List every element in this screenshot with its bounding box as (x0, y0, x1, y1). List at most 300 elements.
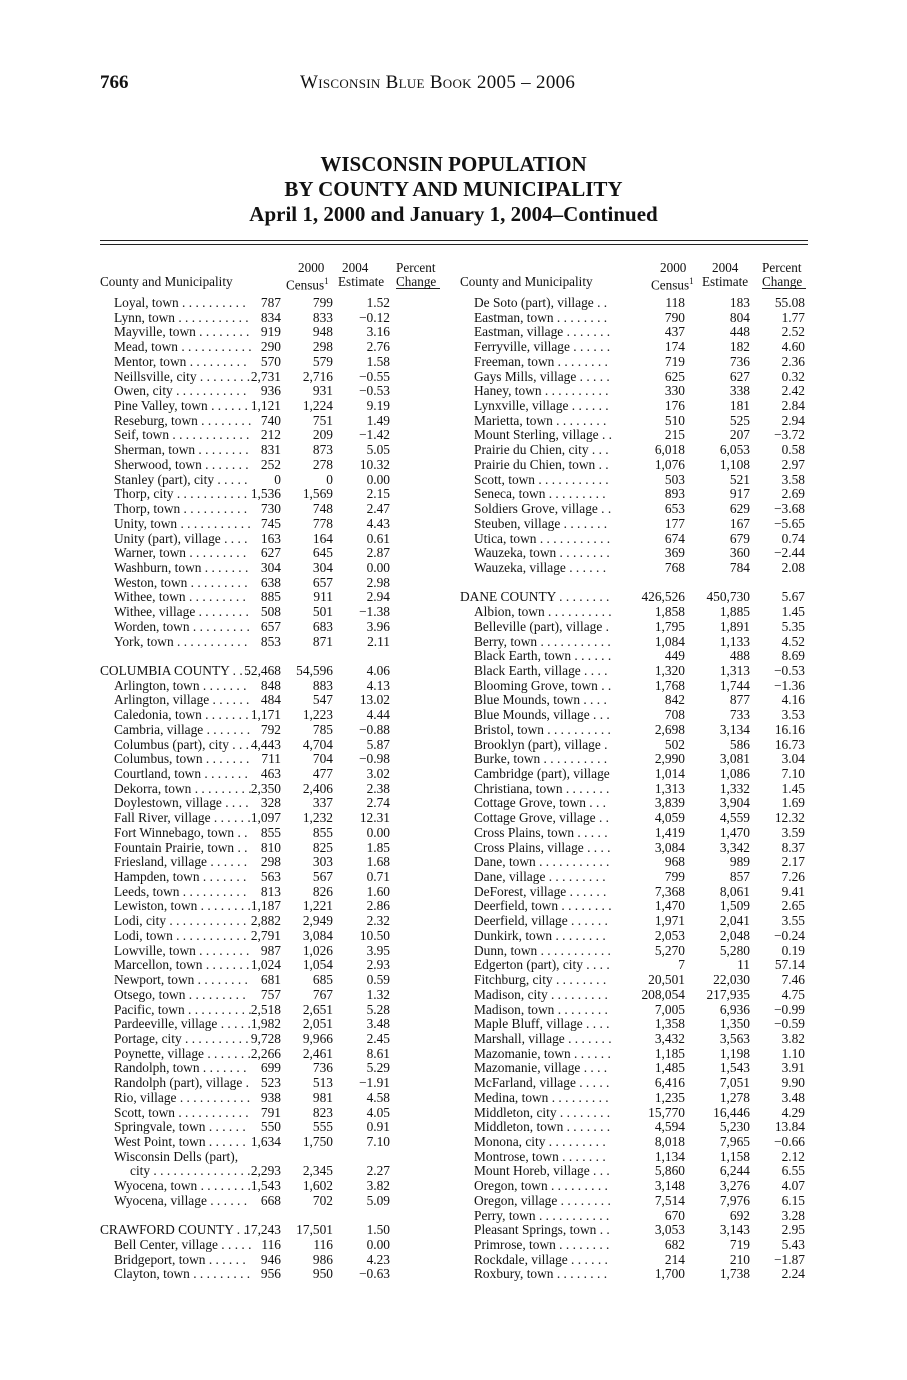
percent-change-value: −0.63 (359, 1266, 390, 1282)
table-row (100, 1120, 440, 1135)
percent-change-value: −0.24 (774, 927, 805, 943)
census-2000-value: 1,097 (250, 810, 281, 826)
census-2000-value: 4,443 (250, 736, 281, 752)
census-2000-value: 2,731 (250, 368, 281, 384)
estimate-2004-value: 7,965 (719, 1133, 750, 1149)
estimate-2004-value: 679 (729, 530, 750, 546)
estimate-2004-value: 182 (729, 339, 750, 355)
percent-change-value: −5.65 (774, 515, 805, 531)
census-2000-value: 6,018 (654, 442, 685, 458)
census-2000-value: 52,468 (244, 662, 281, 678)
municipality-name: Arlington, village . . . . . . (114, 693, 250, 708)
municipality-name: Prairie du Chien, city . . . (474, 443, 609, 458)
estimate-2004-value: 2,345 (302, 1163, 333, 1179)
census-2000-value: 369 (664, 545, 685, 561)
estimate-year-header: 2004 (342, 260, 369, 275)
census-2000-value: 657 (260, 618, 281, 634)
municipality-name: Cross Plains, town . . . . . (474, 825, 608, 840)
census-2000-value: 1,634 (250, 1133, 281, 1149)
census-2000-value: 799 (664, 869, 685, 885)
municipality-name: Cottage Grove, town . . . (474, 796, 607, 811)
percent-change-value: 1.50 (366, 1222, 390, 1238)
municipality-name: Columbus (part), city . . . (114, 737, 250, 752)
census-2000-value: 503 (664, 471, 685, 487)
estimate-2004-value: 17,501 (296, 1222, 333, 1238)
census-2000-value: 3,148 (654, 1178, 685, 1194)
estimate-2004-value: 3,081 (719, 751, 750, 767)
census-2000-value: 740 (260, 412, 281, 428)
estimate-2004-value: 2,048 (719, 927, 750, 943)
estimate-2004-value: 733 (729, 707, 750, 723)
municipality-name: Montrose, town . . . . . . . (474, 1149, 606, 1164)
estimate-2004-value: 16,446 (713, 1104, 750, 1120)
municipality-name: Thorp, town . . . . . . . . . . (114, 502, 248, 517)
census-2000-value: 938 (260, 1089, 281, 1105)
table-row (460, 988, 808, 1003)
estimate-2004-value: 2,461 (302, 1045, 333, 1061)
census-2000-value: 484 (260, 692, 281, 708)
municipality-name: Maple Bluff, village . . . . (474, 1017, 610, 1032)
municipality-name: COLUMBIA COUNTY . . . (100, 663, 250, 678)
estimate-2004-value: 778 (312, 515, 333, 531)
census-2000-value: 20,501 (648, 972, 685, 988)
percent-change-value: 55.08 (774, 295, 805, 310)
percent-change-value: 9.19 (366, 398, 390, 414)
table-row (100, 1267, 440, 1282)
municipality-name: Scott, town . . . . . . . . . . . (114, 1105, 249, 1120)
estimate-2004-value: 799 (312, 295, 333, 310)
percent-change-value: 3.96 (366, 618, 390, 634)
estimate-2004-value: 986 (312, 1251, 333, 1267)
estimate-2004-value: 555 (312, 1119, 333, 1135)
table-row (100, 1003, 440, 1018)
census-2000-value: 834 (260, 309, 281, 325)
percent-change-value: 1.45 (781, 604, 805, 620)
census-2000-value: 437 (664, 324, 685, 340)
change-header: Change (762, 275, 806, 289)
estimate-2004-value: 1,223 (302, 707, 333, 723)
census-2000-value: 9,728 (250, 1030, 281, 1046)
table-row (460, 428, 808, 443)
table-row (100, 502, 440, 517)
census-2000-value: 681 (260, 972, 281, 988)
percent-change-value: 8.61 (366, 1045, 390, 1061)
municipality-name: Lewiston, town . . . . . . . . (114, 899, 251, 914)
census-2000-value: 0 (274, 471, 281, 487)
table-row (100, 517, 440, 532)
percent-change-value: 57.14 (774, 957, 805, 973)
percent-change-value: 0.00 (366, 559, 390, 575)
percent-change-value: 0.59 (366, 972, 390, 988)
table-row (100, 973, 440, 988)
table-row (460, 340, 808, 355)
municipality-name: Dane, village . . . . . . . . . (474, 870, 606, 885)
estimate-2004-value: 3,134 (719, 721, 750, 737)
municipality-name: Bristol, town . . . . . . . . . . (474, 722, 611, 737)
table-row (100, 1209, 440, 1224)
census-2000-value: 3,084 (654, 839, 685, 855)
percent-change-value: −1.87 (774, 1251, 805, 1267)
table-row (100, 370, 440, 385)
table-row (460, 1253, 808, 1268)
table-row (100, 532, 440, 547)
table-row (460, 561, 808, 576)
percent-change-value: 2.47 (366, 501, 390, 517)
estimate-2004-value: 1,350 (719, 1016, 750, 1032)
municipality-name: Rio, village . . . . . . . . . . . (114, 1090, 251, 1105)
estimate-2004-value: 164 (312, 530, 333, 546)
municipality-name: Scott, town . . . . . . . . . . . (474, 472, 609, 487)
municipality-name: Blooming Grove, town . . (474, 678, 612, 693)
municipality-name: Warner, town . . . . . . . . . (114, 546, 247, 561)
municipality-name: Lynxville, village . . . . . . (474, 399, 609, 414)
municipality-name: Portage, city . . . . . . . . . . (114, 1031, 249, 1046)
running-header (100, 72, 807, 98)
estimate-2004-value: 54,596 (296, 662, 333, 678)
table-row (460, 693, 808, 708)
census-2000-value: 3,432 (654, 1030, 685, 1046)
municipality-name: Brooklyn (part), village . (474, 737, 608, 752)
table-row (460, 1135, 808, 1150)
municipality-name: Seneca, town . . . . . . . . . (474, 487, 606, 502)
estimate-2004-value: 989 (729, 854, 750, 870)
estimate-2004-value: 7,051 (719, 1075, 750, 1091)
census-2000-value: 638 (260, 574, 281, 590)
percent-change-value: 4.58 (366, 1089, 390, 1105)
estimate-2004-value: 448 (729, 324, 750, 340)
title-line-2: BY COUNTY AND MUNICIPALITY (284, 177, 623, 201)
table-row (100, 885, 440, 900)
page-number: 766 (100, 72, 129, 93)
census-2000-value: 968 (664, 854, 685, 870)
estimate-2004-value: 3,143 (719, 1222, 750, 1238)
estimate-2004-value: 8,061 (719, 883, 750, 899)
municipality-header: County and Municipality (100, 274, 233, 289)
percent-change-value: 5.28 (366, 1001, 390, 1017)
municipality-name: Mount Horeb, village . . . (474, 1164, 610, 1179)
municipality-name: Rockdale, village . . . . . . (474, 1252, 608, 1267)
table-row (460, 311, 808, 326)
table-row (100, 679, 440, 694)
estimate-2004-value: 1,313 (719, 662, 750, 678)
census-2000-value: 855 (260, 824, 281, 840)
census-2000-value: 987 (260, 942, 281, 958)
census-2000-value: 1,536 (250, 486, 281, 502)
estimate-2004-value: 804 (729, 309, 750, 325)
estimate-2004-value: 2,651 (302, 1001, 333, 1017)
percent-change-value: −0.59 (774, 1016, 805, 1032)
estimate-2004-value: 645 (312, 545, 333, 561)
municipality-name: York, town . . . . . . . . . . . (114, 634, 248, 649)
table-row (460, 1164, 808, 1179)
percent-change-value: 2.93 (366, 957, 390, 973)
estimate-2004-value: 1,885 (719, 604, 750, 620)
table-row (460, 885, 808, 900)
percent-change-value: 3.28 (781, 1207, 805, 1223)
percent-change-value: 0.00 (366, 471, 390, 487)
municipality-name: DANE COUNTY . . . . . . . . (460, 590, 610, 605)
estimate-2004-value: 22,030 (713, 972, 750, 988)
table-row (460, 752, 808, 767)
estimate-2004-value: 2,051 (302, 1016, 333, 1032)
municipality-name: Owen, city . . . . . . . . . . . (114, 384, 247, 399)
table-row (460, 855, 808, 870)
municipality-name: Soldiers Grove, village . . (474, 502, 612, 517)
table-row (460, 841, 808, 856)
percent-change-value: 4.07 (781, 1178, 805, 1194)
estimate-2004-value: 304 (312, 559, 333, 575)
percent-change-value: 9.90 (781, 1075, 805, 1091)
estimate-2004-value: 5,230 (719, 1119, 750, 1135)
percent-change-value: 4.23 (366, 1251, 390, 1267)
municipality-name: Black Earth, town . . . . . . (474, 649, 612, 664)
table-row (100, 355, 440, 370)
estimate-2004-value: 1,026 (302, 942, 333, 958)
census-2000-value: 1,858 (654, 604, 685, 620)
census-2000-value: 177 (664, 515, 685, 531)
estimate-2004-value: 877 (729, 692, 750, 708)
table-row (460, 914, 808, 929)
percent-change-value: −0.99 (774, 1001, 805, 1017)
census-2000-value: 790 (664, 309, 685, 325)
census-2000-value: 831 (260, 442, 281, 458)
percent-change-value: −1.42 (359, 427, 390, 443)
percent-change-value: 5.35 (781, 618, 805, 634)
census-year-header: 2000 (660, 260, 687, 275)
percent-change-value: −1.91 (359, 1075, 390, 1091)
municipality-name: Unity (part), village . . . . (114, 531, 248, 546)
table-row (100, 723, 440, 738)
estimate-2004-value: 525 (729, 412, 750, 428)
municipality-name: Middleton, city . . . . . . . . (474, 1105, 611, 1120)
table-row (460, 929, 808, 944)
municipality-name: Utica, town . . . . . . . . . . . (474, 531, 611, 546)
census-2000-value: 1,543 (250, 1178, 281, 1194)
percent-change-value: −1.38 (359, 604, 390, 620)
table-row (460, 605, 808, 620)
municipality-name: Ferryville, village . . . . . . (474, 340, 611, 355)
table-row (460, 1017, 808, 1032)
census-2000-value: 1,358 (654, 1016, 685, 1032)
municipality-name: Bridgeport, town . . . . . . (114, 1252, 246, 1267)
percent-change-value: 1.49 (366, 412, 390, 428)
table-row (460, 399, 808, 414)
table-row (100, 1017, 440, 1032)
municipality-name: Belleville (part), village . (474, 619, 609, 634)
municipality-name: Columbus, town . . . . . . . (114, 752, 250, 767)
percent-change-value: −0.66 (774, 1133, 805, 1149)
municipality-name: Poynette, village . . . . . . . (114, 1046, 251, 1061)
table-row (460, 1003, 808, 1018)
census-2000-value: 2,791 (250, 927, 281, 943)
percent-change-value: 5.29 (366, 1060, 390, 1076)
municipality-name: Seif, town . . . . . . . . . . . . (114, 428, 250, 443)
municipality-name: Wyocena, village . . . . . . (114, 1193, 248, 1208)
municipality-name: Marshall, village . . . . . . . (474, 1031, 612, 1046)
percent-change-value: 5.87 (366, 736, 390, 752)
estimate-2004-value: 981 (312, 1089, 333, 1105)
census-2000-value: 463 (260, 766, 281, 781)
municipality-name: Marietta, town . . . . . . . . (474, 413, 607, 428)
percent-change-value: −0.12 (359, 309, 390, 325)
estimate-2004-value: 784 (729, 559, 750, 575)
municipality-name: Medina, town . . . . . . . . . (474, 1090, 609, 1105)
estimate-year-header: 2004 (712, 260, 739, 275)
census-2000-value: 7,514 (654, 1192, 685, 1208)
estimate-2004-value: 826 (312, 883, 333, 899)
percent-change-value: −0.55 (359, 368, 390, 384)
estimate-2004-value: 855 (312, 824, 333, 840)
census-2000-value: 6,416 (654, 1075, 685, 1091)
municipality-name: Dekorra, town . . . . . . . . . (114, 781, 252, 796)
census-2000-value: 1,320 (654, 662, 685, 678)
municipality-name: Fall River, village . . . . . . (114, 811, 251, 826)
census-2000-value: 2,698 (654, 721, 685, 737)
estimate-2004-value: 751 (312, 412, 333, 428)
municipality-name: Cottage Grove, village . . (474, 811, 609, 826)
municipality-name: Lowville, town . . . . . . . . (114, 943, 250, 958)
census-2000-value: 2,518 (250, 1001, 281, 1017)
estimate-2004-value: 1,744 (719, 677, 750, 693)
municipality-name: Eastman, village . . . . . . . (474, 325, 611, 340)
census-2000-value: 719 (664, 353, 685, 369)
estimate-2004-value: 1,232 (302, 810, 333, 826)
census-2000-value: 212 (260, 427, 281, 443)
estimate-2004-value: 1,569 (302, 486, 333, 502)
estimate-2004-value: 748 (312, 501, 333, 517)
municipality-name: Christiana, town . . . . . . . (474, 781, 610, 796)
percent-change-value: 3.48 (366, 1016, 390, 1032)
municipality-name: Mount Sterling, village . . (474, 428, 612, 443)
municipality-name: Monona, city . . . . . . . . . (474, 1134, 606, 1149)
estimate-2004-value: 4,559 (719, 810, 750, 826)
census-2000-value: 2,990 (654, 751, 685, 767)
municipality-name: Cambria, village . . . . . . . (114, 722, 251, 737)
table-row (100, 782, 440, 797)
municipality-name: Marcellon, town . . . . . . . (114, 958, 250, 973)
census-header: Census$^1$ (651, 276, 694, 293)
table-row (460, 738, 808, 753)
municipality-name: Gays Mills, village . . . . . (474, 369, 610, 384)
estimate-2004-value: 209 (312, 427, 333, 443)
municipality-name: Randolph (part), village . (114, 1076, 249, 1091)
municipality-name: Bell Center, village . . . . . (114, 1238, 252, 1252)
percent-change-value: 5.09 (366, 1192, 390, 1208)
percent-change-value: −3.72 (774, 427, 805, 443)
estimate-2004-value: 547 (312, 692, 333, 708)
percent-change-value: 7.26 (781, 869, 805, 885)
estimate-2004-value: 3,563 (719, 1030, 750, 1046)
census-2000-value: 290 (260, 339, 281, 355)
census-2000-value: 1,982 (250, 1016, 281, 1032)
municipality-name: Lodi, city . . . . . . . . . . . . (114, 914, 247, 929)
estimate-2004-value: 167 (729, 515, 750, 531)
percent-change-value: 2.94 (366, 589, 390, 605)
table-row (100, 1135, 440, 1150)
table-row (100, 944, 440, 959)
table-row (100, 841, 440, 856)
census-2000-value: 2,293 (250, 1163, 281, 1179)
table-row (100, 1179, 440, 1194)
census-2000-value: 2,266 (250, 1045, 281, 1061)
municipality-name: city . . . . . . . . . . . . . . . (130, 1164, 251, 1179)
percent-change-value: 6.55 (781, 1163, 805, 1179)
percent-change-value: 1.77 (781, 309, 805, 325)
estimate-2004-value: 1,158 (719, 1148, 750, 1164)
census-2000-value: 1,076 (654, 456, 685, 472)
table-row (100, 1076, 440, 1091)
estimate-2004-value: 278 (312, 456, 333, 472)
table-row (100, 428, 440, 443)
municipality-name: Haney, town . . . . . . . . . . (474, 384, 609, 399)
estimate-2004-value: 9,966 (302, 1030, 333, 1046)
municipality-name: Oregon, town . . . . . . . . . (474, 1179, 608, 1194)
municipality-name: Primrose, town . . . . . . . . (474, 1238, 610, 1252)
municipality-name: Lynn, town . . . . . . . . . . . (114, 310, 249, 325)
estimate-2004-value: 3,904 (719, 795, 750, 811)
municipality-name: Sherwood, town . . . . . . . (114, 457, 249, 472)
table-row (100, 929, 440, 944)
municipality-name: Washburn, town . . . . . . . (114, 560, 249, 575)
percent-change-value: 2.27 (366, 1163, 390, 1179)
table-row (100, 325, 440, 340)
municipality-name: Steuben, village . . . . . . . (474, 516, 608, 531)
table-row (460, 1267, 808, 1282)
left-column (100, 256, 440, 1282)
percent-change-value: 2.95 (781, 1222, 805, 1238)
municipality-name: Madison, town . . . . . . . . (474, 1002, 608, 1017)
table-row (460, 458, 808, 473)
table-row (460, 384, 808, 399)
municipality-name: Blue Mounds, village . . . (474, 708, 610, 723)
census-2000-value: 1,795 (654, 618, 685, 634)
census-2000-value: 176 (664, 398, 685, 414)
municipality-name: Fort Winnebago, town . . (114, 825, 248, 840)
percent-header: Percent (762, 260, 802, 275)
table-row (100, 487, 440, 502)
table-row (460, 546, 808, 561)
table-row (100, 870, 440, 885)
percent-change-value: 1.10 (781, 1045, 805, 1061)
census-2000-value: 508 (260, 604, 281, 620)
percent-change-value: 16.73 (774, 736, 805, 752)
municipality-name: McFarland, village . . . . . (474, 1076, 610, 1091)
municipality-name: Pacific, town . . . . . . . . . . (114, 1002, 252, 1017)
census-2000-value: 163 (260, 530, 281, 546)
table-row (460, 296, 808, 311)
municipality-name: Wyocena, town . . . . . . . . (114, 1179, 251, 1194)
census-2000-value: 893 (664, 486, 685, 502)
table-row (460, 443, 808, 458)
percent-change-value: 2.74 (366, 795, 390, 811)
estimate-2004-value: 1,509 (719, 898, 750, 914)
municipality-name: Burke, town . . . . . . . . . . (474, 752, 608, 767)
census-2000-value: 304 (260, 559, 281, 575)
estimate-2004-value: 883 (312, 677, 333, 693)
table-row (460, 1194, 808, 1209)
percent-change-value: −1.36 (774, 677, 805, 693)
table-row (460, 870, 808, 885)
table-row (100, 311, 440, 326)
percent-change-value: 2.87 (366, 545, 390, 561)
table-row (100, 414, 440, 429)
percent-change-value: 1.85 (366, 839, 390, 855)
table-row (100, 767, 440, 782)
municipality-name: Madison, city . . . . . . . . . (474, 987, 608, 1002)
estimate-2004-value: 5,280 (719, 942, 750, 958)
table-row (100, 855, 440, 870)
census-2000-value: 699 (260, 1060, 281, 1076)
